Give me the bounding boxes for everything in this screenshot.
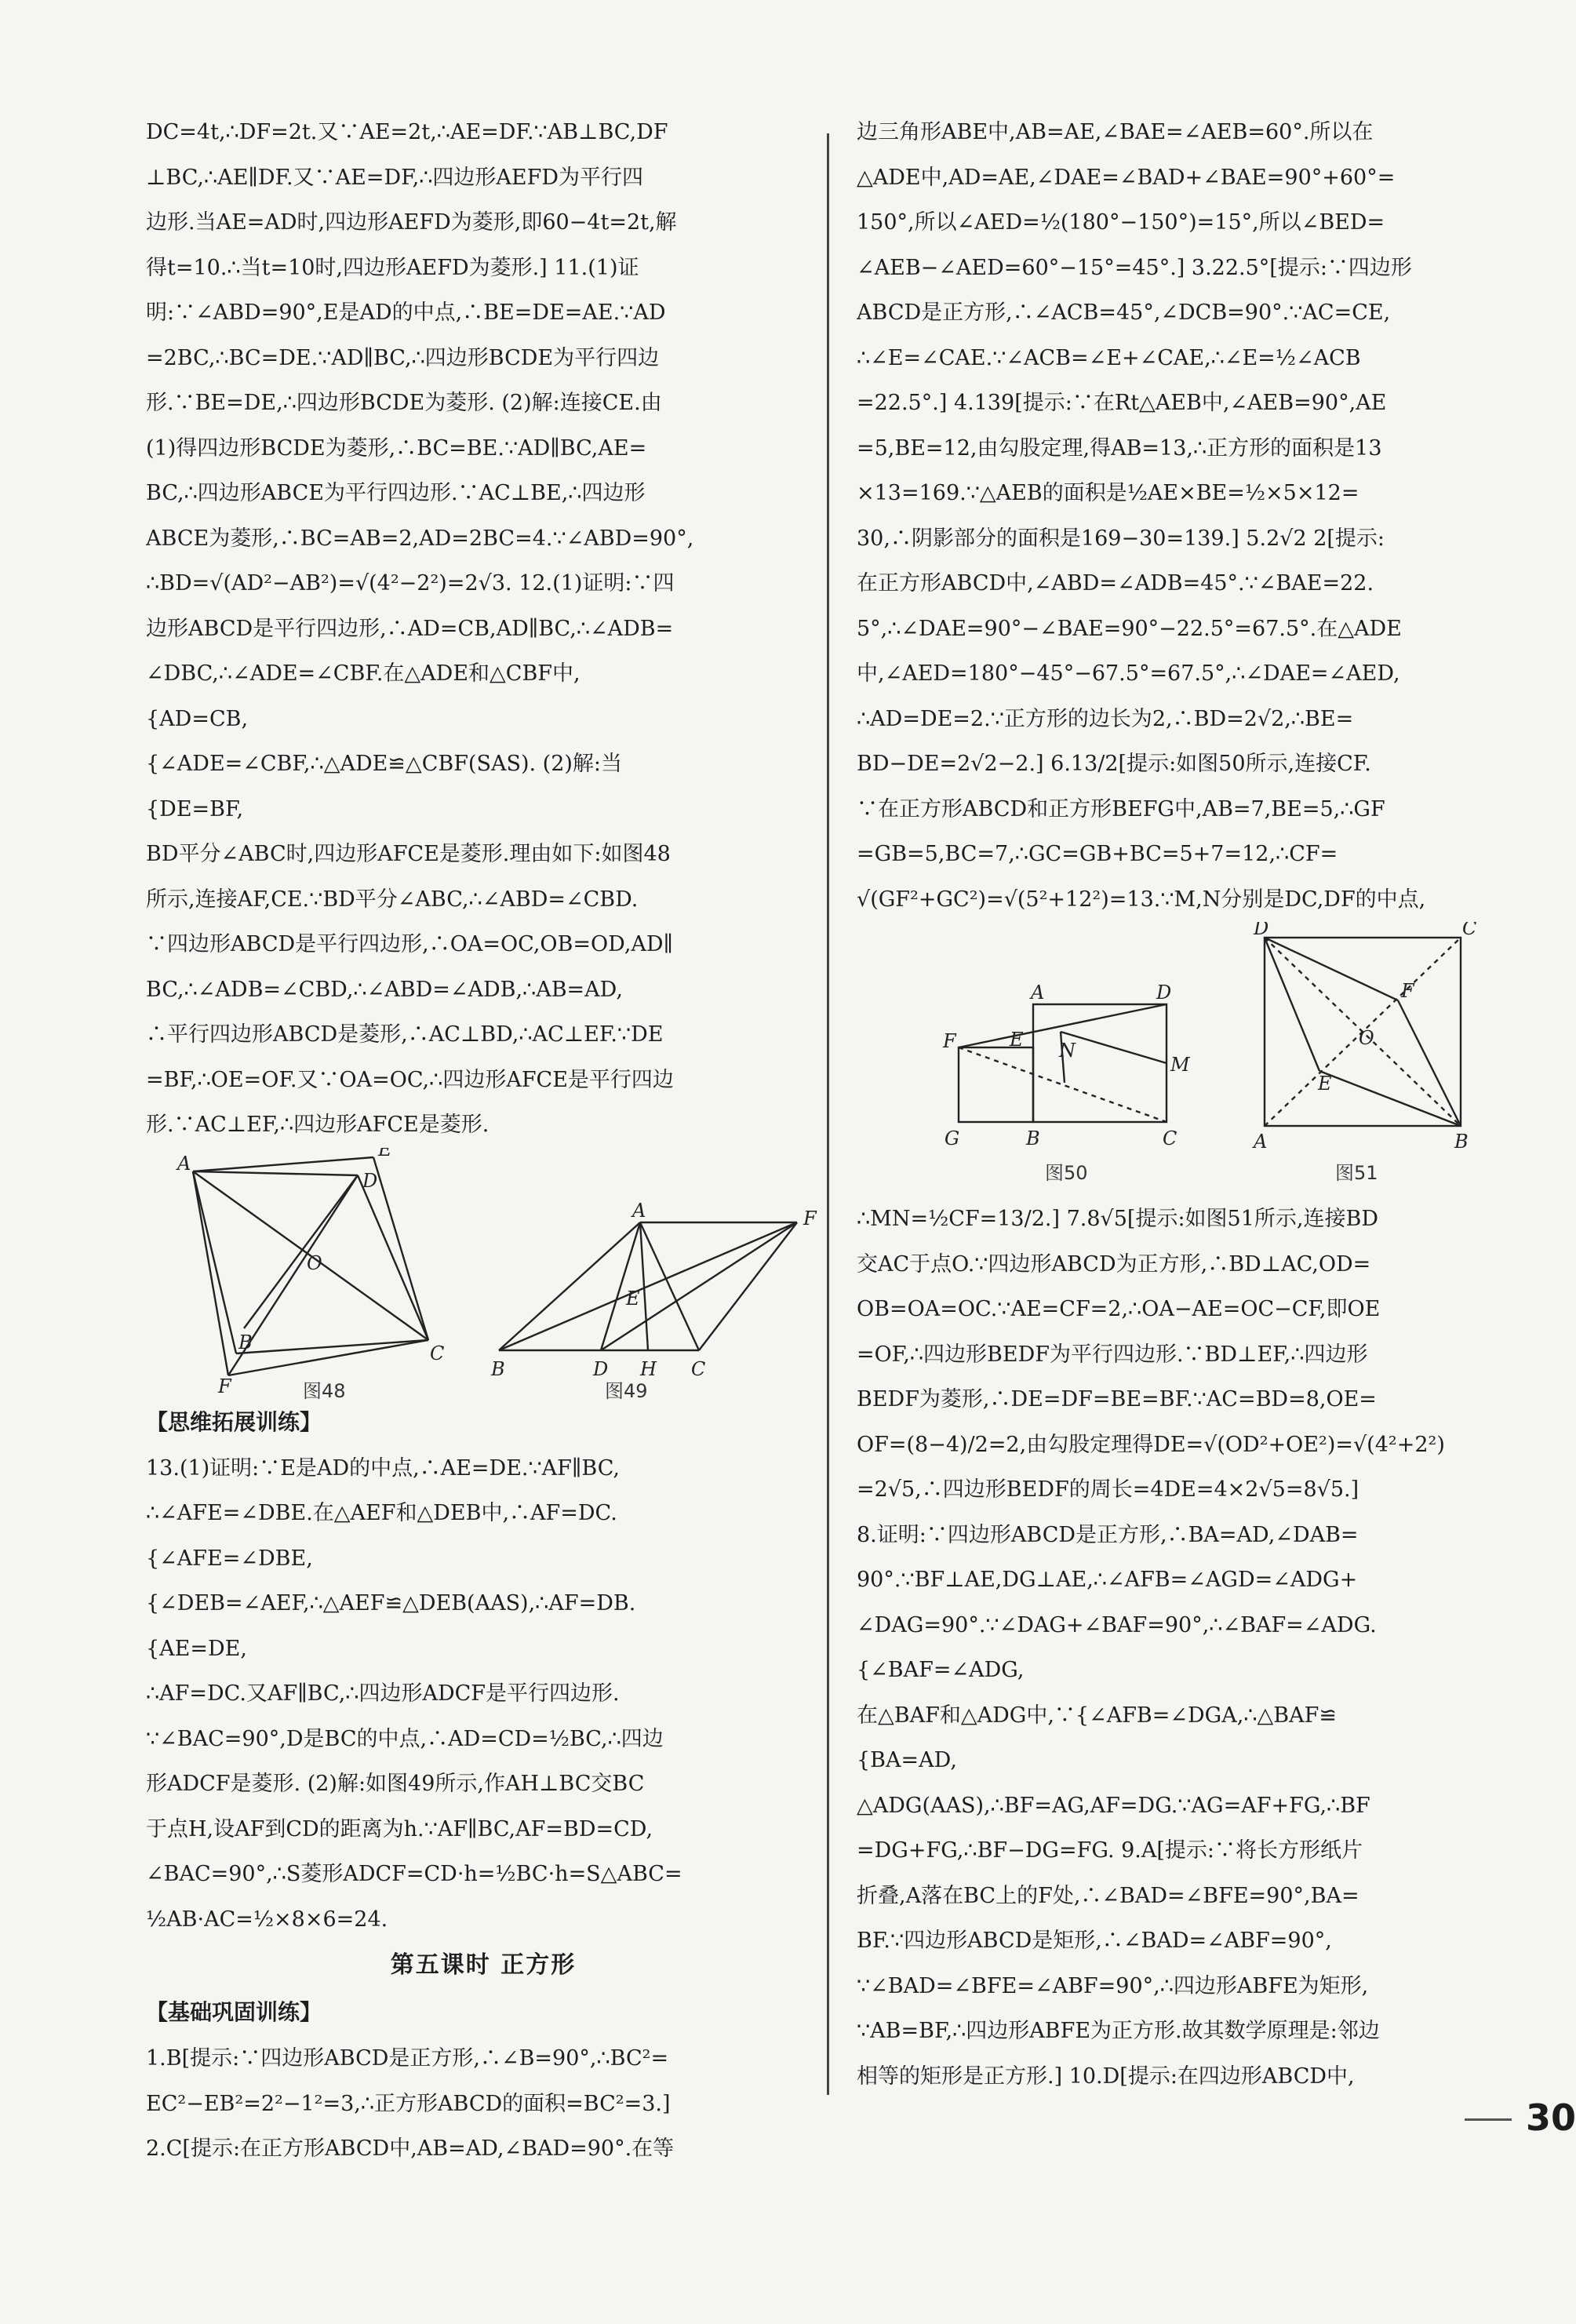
text-line: ⊥BC,∴AE∥DF.又∵AE=DF,∴四边形AEFD为平行四 <box>146 165 643 190</box>
text-line: ×13=169.∵△AEB的面积是½AE×BE=½×5×12= <box>857 481 1359 505</box>
fig48-label-f: F <box>218 1375 231 1397</box>
text-line: =OF,∴四边形BEDF为平行四边形.∵BD⊥EF,∴四边形 <box>857 1342 1368 1367</box>
figure-51-caption: 图51 <box>1335 1162 1378 1184</box>
text-line: BD平分∠ABC时,四边形AFCE是菱形.理由如下:如图48 <box>146 842 671 866</box>
text-line: 13.(1)证明:∵E是AD的中点,∴AE=DE.∵AF∥BC, <box>146 1455 620 1481</box>
text-line: 边三角形ABE中,AB=AE,∠BAE=∠AEB=60°.所以在 <box>857 120 1374 144</box>
fig50-label-g: G <box>945 1127 960 1149</box>
text-line: ∠DAG=90°.∵∠DAG+∠BAF=90°,∴∠BAF=∠ADG. <box>857 1612 1377 1637</box>
section-title-basic-training: 【基础巩固训练】 <box>146 1999 322 2025</box>
left-column <box>146 110 821 2172</box>
text-line: 形.∵BE=DE,∴四边形BCDE为菱形. (2)解:连接CE.由 <box>146 391 662 415</box>
left-text-block-1 <box>146 110 821 1148</box>
figure-50-caption: 图50 <box>1045 1162 1088 1184</box>
fig48-label-d: D <box>362 1169 378 1192</box>
text-line: 8.证明:∵四边形ABCD是正方形,∴BA=AD,∠DAB= <box>857 1522 1359 1547</box>
text-line: =2√5,∴四边形BEDF的周长=4DE=4×2√5=8√5.] <box>857 1477 1359 1502</box>
text-line: 1.B[提示:∵四边形ABCD是正方形,∴∠B=90°,∴BC²= <box>146 2046 669 2071</box>
figure-49-shape <box>499 1222 797 1350</box>
text-line: 5°,∴∠DAE=90°−∠BAE=90°−22.5°=67.5°.在△ADE <box>857 616 1402 641</box>
fig49-label-h: H <box>640 1357 657 1380</box>
text-line: ∠AEB−∠AED=60°−15°=45°.] 3.22.5°[提示:∵四边形 <box>857 255 1412 280</box>
fig50-label-m: M <box>1170 1054 1190 1076</box>
column-divider <box>827 133 829 2095</box>
text-line: {∠ADE=∠CBF,∴△ADE≌△CBF(SAS). (2)解:当 <box>146 752 622 776</box>
text-line: {BA=AD, <box>857 1748 957 1772</box>
text-line: {AE=DE, <box>146 1636 247 1661</box>
text-line: =5,BE=12,由勾股定理,得AB=13,∴正方形的面积是13 <box>857 435 1382 461</box>
figure-48-caption: 图48 <box>303 1379 346 1402</box>
text-line: ∵在正方形ABCD和正方形BEFG中,AB=7,BE=5,∴GF <box>857 796 1385 821</box>
fig50-label-n: N <box>1059 1040 1076 1062</box>
text-line: 折叠,A落在BC上的F处,∴∠BAD=∠BFE=90°,BA= <box>857 1883 1359 1908</box>
fig49-label-c: C <box>691 1357 706 1380</box>
figures-48-49 <box>146 1147 821 1402</box>
text-line: ∵四边形ABCD是平行四边形,∴OA=OC,OB=OD,AD∥ <box>146 932 674 956</box>
text-line: ½AB·AC=½×8×6=24. <box>146 1907 388 1932</box>
text-line: {∠AFE=∠DBE, <box>146 1546 313 1571</box>
text-line: BEDF为菱形,∴DE=DF=BE=BF.∵AC=BD=8,OE= <box>857 1387 1377 1412</box>
text-line: 得t=10.∴当t=10时,四边形AEFD为菱形.] 11.(1)证 <box>146 255 639 280</box>
text-line: ∠DBC,∴∠ADE=∠CBF.在△ADE和△CBF中, <box>146 661 581 686</box>
fig48-label-a: A <box>177 1152 191 1175</box>
fig48-label-e: E <box>378 1147 392 1160</box>
text-line: =2BC,∴BC=DE.∵AD∥BC,∴四边形BCDE为平行四边 <box>146 345 660 370</box>
text-line: ∴AF=DC.又AF∥BC,∴四边形ADCF是平行四边形. <box>146 1681 620 1706</box>
fig49-label-b: B <box>491 1357 505 1380</box>
text-line: DC=4t,∴DF=2t.又∵AE=2t,∴AE=DF.∵AB⊥BC,DF <box>146 120 668 144</box>
text-line: 明:∵∠ABD=90°,E是AD的中点,∴BE=DE=AE.∵AD <box>146 301 666 325</box>
fig51-label-f: F <box>1401 980 1414 1002</box>
figure-49-caption: 图49 <box>605 1379 648 1402</box>
section-title-thinking-expansion: 【思维拓展训练】 <box>146 1408 322 1435</box>
fig49-label-e: E <box>626 1287 640 1310</box>
fig50-label-c: C <box>1163 1127 1177 1149</box>
text-line: {∠BAF=∠ADG, <box>857 1658 1025 1682</box>
text-line: BC,∴四边形ABCE为平行四边形.∵AC⊥BE,∴四边形 <box>146 481 646 505</box>
text-line: ∵∠BAD=∠BFE=∠ABF=90°,∴四边形ABFE为矩形, <box>857 1973 1369 1998</box>
text-line: ∴平行四边形ABCD是菱形,∴AC⊥BD,∴AC⊥EF.∵DE <box>146 1022 664 1047</box>
text-line: ABCE为菱形,∴BC=AB=2,AD=2BC=4.∵∠ABD=90°, <box>146 526 694 551</box>
text-line: 150°,所以∠AED=½(180°−150°)=15°,所以∠BED= <box>857 210 1385 235</box>
text-line: ∴MN=½CF=13/2.] 7.8√5[提示:如图51所示,连接BD <box>857 1207 1378 1231</box>
text-line: (1)得四边形BCDE为菱形,∴BC=BE.∵AD∥BC,AE= <box>146 435 647 461</box>
text-line: 在△BAF和△ADG中,∵{∠AFB=∠DGA,∴△BAF≌ <box>857 1703 1337 1728</box>
figure-48-49-drawing <box>146 1148 821 1399</box>
page-number-dash <box>1465 2118 1512 2121</box>
text-line: √(GF²+GC²)=√(5²+12²)=13.∵M,N分别是DC,DF的中点, <box>857 887 1426 912</box>
text-line: ∠BAC=90°,∴S菱形ADCF=CD·h=½BC·h=S△ABC= <box>146 1862 682 1886</box>
fig51-label-d: D <box>1254 922 1269 939</box>
fig51-label-c: C <box>1462 922 1477 939</box>
text-line: OF=(8−4)/2=2,由勾股定理得DE=√(OD²+OE²)=√(4²+2²) <box>857 1432 1445 1457</box>
text-line: △ADE中,AD=AE,∠DAE=∠BAD+∠BAE=90°+60°= <box>857 165 1396 190</box>
right-text-block-1 <box>857 110 1539 922</box>
figure-50-51-drawing <box>857 922 1539 1197</box>
text-line: ABCD是正方形,∴∠ACB=45°,∠DCB=90°.∵AC=CE, <box>857 301 1391 325</box>
text-line: 90°.∵BF⊥AE,DG⊥AE,∴∠AFB=∠AGD=∠ADG+ <box>857 1568 1358 1592</box>
text-line: 边形ABCD是平行四边形,∴AD=CB,AD∥BC,∴∠ADB= <box>146 616 674 641</box>
text-line: {DE=BF, <box>146 796 244 821</box>
text-line: 30,∴阴影部分的面积是169−30=139.] 5.2√2 2[提示: <box>857 526 1385 551</box>
text-line: OB=OA=OC.∵AE=CF=2,∴OA−AE=OC−CF,即OE <box>857 1297 1381 1321</box>
text-line: 中,∠AED=180°−45°−67.5°=67.5°,∴∠DAE=∠AED, <box>857 661 1400 686</box>
right-column <box>857 110 1539 2099</box>
text-line: 2.C[提示:在正方形ABCD中,AB=AD,∠BAD=90°.在等 <box>146 2136 675 2161</box>
fig50-label-d: D <box>1156 982 1172 1004</box>
fig51-label-e: E <box>1318 1073 1332 1095</box>
right-text-block-2 <box>857 1197 1539 2099</box>
text-line: ∴BD=√(AD²−AB²)=√(4²−2²)=2√3. 12.(1)证明:∵四 <box>146 571 675 596</box>
fig50-label-a: A <box>1031 982 1045 1004</box>
left-text-block-2 <box>146 1446 821 1943</box>
fig49-label-d: D <box>593 1357 609 1380</box>
text-line: 相等的矩形是正方形.] 10.D[提示:在四边形ABCD中, <box>857 2064 1355 2089</box>
fig49-label-a: A <box>632 1199 646 1222</box>
text-line: ∴∠E=∠CAE.∵∠ACB=∠E+∠CAE,∴∠E=½∠ACB <box>857 345 1361 370</box>
text-line: 边形.当AE=AD时,四边形AEFD为菱形,即60−4t=2t,解 <box>146 210 677 235</box>
text-line: △ADG(AAS),∴BF=AG,AF=DG.∵AG=AF+FG,∴BF <box>857 1793 1370 1818</box>
figure-50-shape <box>959 1004 1167 1122</box>
left-text-block-3 <box>146 2036 821 2172</box>
text-line: BC,∴∠ADB=∠CBD,∴∠ABD=∠ADB,∴AB=AD, <box>146 977 623 1002</box>
text-line: {AD=CB, <box>146 706 249 731</box>
lesson-title: 第五课时 正方形 <box>390 1951 577 1979</box>
fig51-label-o: O <box>1359 1027 1374 1049</box>
text-line: 于点H,设AF到CD的距离为h.∵AF∥BC,AF=BD=CD, <box>146 1816 653 1841</box>
text-line: {∠DEB=∠AEF,∴△AEF≌△DEB(AAS),∴AF=DB. <box>146 1591 636 1616</box>
text-line: 在正方形ABCD中,∠ABD=∠ADB=45°.∵∠BAE=22. <box>857 571 1374 596</box>
text-line: BF.∵四边形ABCD是矩形,∴∠BAD=∠ABF=90°, <box>857 1929 1332 1953</box>
text-line: =GB=5,BC=7,∴GC=GB+BC=5+7=12,∴CF= <box>857 842 1338 866</box>
fig51-label-b: B <box>1454 1131 1469 1153</box>
text-line: ∴∠AFE=∠DBE.在△AEF和△DEB中,∴AF=DC. <box>146 1501 617 1525</box>
text-line: 所示,连接AF,CE.∵BD平分∠ABC,∴∠ABD=∠CBD. <box>146 887 639 912</box>
text-line: =22.5°.] 4.139[提示:∵在Rt△AEB中,∠AEB=90°,AE <box>857 391 1387 415</box>
fig50-label-e: E <box>1010 1029 1024 1051</box>
text-line: ∵AB=BF,∴四边形ABFE为正方形.故其数学原理是:邻边 <box>857 2019 1380 2043</box>
fig50-label-b: B <box>1026 1127 1040 1149</box>
text-line: 形ADCF是菱形. (2)解:如图49所示,作AH⊥BC交BC <box>146 1772 645 1796</box>
text-line: ∵∠BAC=90°,D是BC的中点,∴AD=CD=½BC,∴四边 <box>146 1726 664 1751</box>
fig51-label-a: A <box>1254 1131 1268 1153</box>
text-line: EC²−EB²=2²−1²=3,∴正方形ABCD的面积=BC²=3.] <box>146 2091 671 2116</box>
figures-50-51 <box>857 922 1539 1197</box>
fig49-label-f: F <box>803 1207 817 1229</box>
fig48-label-c: C <box>430 1342 445 1364</box>
text-line: ∴AD=DE=2.∵正方形的边长为2,∴BD=2√2,∴BE= <box>857 706 1354 731</box>
text-line: =BF,∴OE=OF.又∵OA=OC,∴四边形AFCE是平行四边 <box>146 1067 674 1092</box>
page-number: 30 <box>1525 2096 1576 2139</box>
text-line: BD−DE=2√2−2.] 6.13/2[提示:如图50所示,连接CF. <box>857 752 1371 776</box>
text-line: 形.∵AC⊥EF,∴四边形AFCE是菱形. <box>146 1113 490 1137</box>
text-line: 交AC于点O.∵四边形ABCD为正方形,∴BD⊥AC,OD= <box>857 1251 1371 1277</box>
fig48-label-b: B <box>238 1331 253 1353</box>
fig48-label-o: O <box>307 1251 322 1274</box>
fig50-label-f: F <box>943 1030 956 1052</box>
text-line: =DG+FG,∴BF−DG=FG. 9.A[提示:∵将长方形纸片 <box>857 1838 1363 1863</box>
